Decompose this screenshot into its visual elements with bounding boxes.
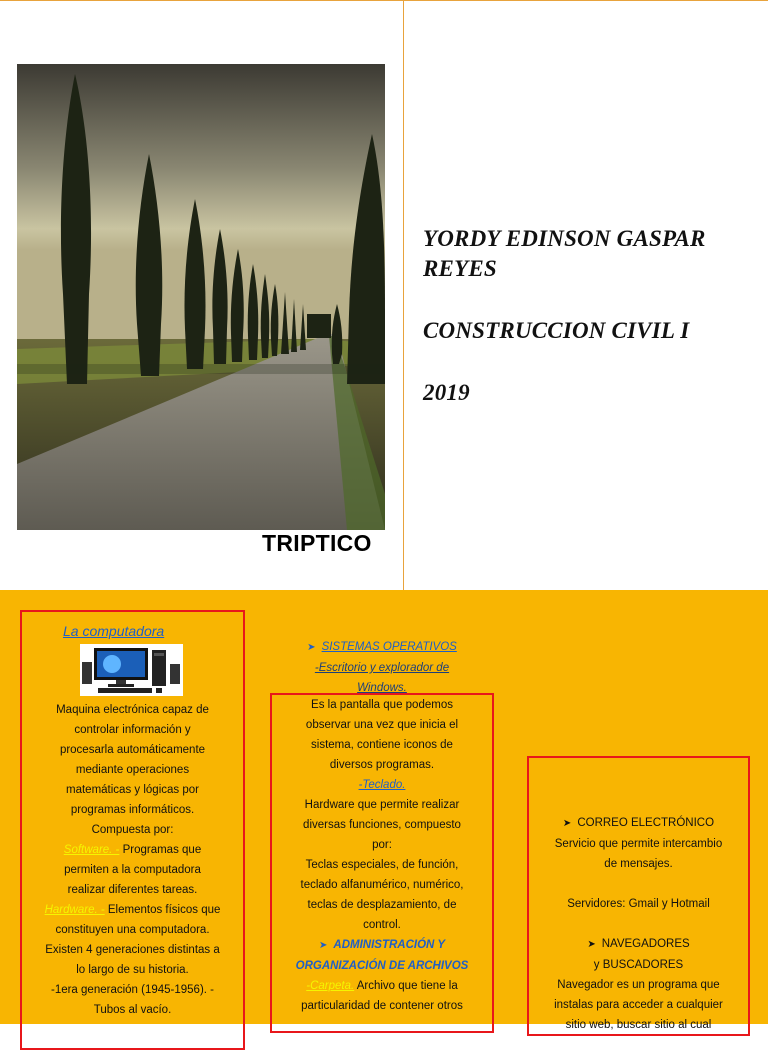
teclado-line: diversas funciones, compuesto <box>303 819 461 831</box>
carpeta-label: -Carpeta. <box>306 980 355 992</box>
author-name <box>423 224 743 284</box>
hardware-text: Elementos físicos que <box>104 904 221 916</box>
admin-heading-line <box>280 935 484 956</box>
teclado-label: -Teclado. <box>358 779 406 791</box>
author-name-line1: YORDY EDINSON GASPAR <box>423 226 706 251</box>
navegador-line: sitio web, buscar sitio al cual <box>565 1019 712 1031</box>
computadora-line: constituyen una computadora. <box>55 924 210 936</box>
arrow-bullet-icon: ➤ <box>307 642 316 653</box>
admin-heading: ADMINISTRACIÓN Y <box>333 939 445 951</box>
panel-sistemas <box>280 695 484 1016</box>
correo-line: de mensajes. <box>604 858 673 870</box>
panel-computadora-title: La computadora <box>63 623 165 639</box>
sistemas-line: Es la pantalla que podemos <box>311 699 453 711</box>
navegador-line: instalas para acceder a cualquier <box>554 999 723 1011</box>
carpeta-line <box>280 976 484 996</box>
arrow-bullet-icon: ➤ <box>562 818 572 829</box>
software-label: Software. - <box>63 844 120 856</box>
admin-heading-2: ORGANIZACIÓN DE ARCHIVOS <box>295 960 469 972</box>
teclado-line: control. <box>363 919 401 931</box>
spacer <box>537 914 740 934</box>
computadora-line: matemáticas y lógicas por <box>66 784 199 796</box>
sistemas-line: sistema, contiene iconos de <box>311 739 453 751</box>
computadora-line: Compuesta por: <box>91 824 174 836</box>
top-rule <box>0 0 768 1</box>
software-line: permiten a la computadora <box>64 864 201 876</box>
software-text: Programas que <box>119 844 202 856</box>
computadora-line: -1era generación (1945-1956). - <box>50 984 215 996</box>
sistemas-line: diversos programas. <box>329 759 435 771</box>
panel-correo <box>537 813 740 1035</box>
computadora-line: Existen 4 generaciones distintas a <box>45 944 220 956</box>
panel-computadora <box>30 620 235 1020</box>
computadora-line: Maquina electrónica capaz de <box>56 704 209 716</box>
computadora-line: mediante operaciones <box>75 764 190 776</box>
navegadores-heading-line <box>537 934 740 955</box>
sistemas-line: observar una vez que inicia el <box>305 719 459 731</box>
sistemas-operativos-heading: SISTEMAS OPERATIVOS <box>321 641 457 653</box>
arrow-bullet-icon: ➤ <box>319 940 328 951</box>
arrow-bullet-icon: ➤ <box>587 939 596 950</box>
computadora-line: procesarla automáticamente <box>59 744 206 756</box>
inner-page <box>0 590 768 1031</box>
year: 2019 <box>423 380 470 405</box>
correo-line: Servicio que permite intercambio <box>554 838 723 850</box>
sistemas-heading-line <box>282 637 482 658</box>
computadora-line: programas informáticos. <box>70 804 195 816</box>
software-line: realizar diferentes tareas. <box>67 884 198 896</box>
triptico-title: TRIPTICO <box>262 530 372 556</box>
computadora-line: lo largo de su historia. <box>76 964 189 976</box>
teclado-line: teclas de desplazamiento, de <box>307 899 457 911</box>
escritorio-heading-2: Windows. <box>357 682 407 694</box>
computadora-line: Tubos al vacío. <box>93 1004 172 1016</box>
computadora-line: controlar información y <box>74 724 191 736</box>
teclado-line: teclado alfanumérico, numérico, <box>300 879 464 891</box>
fold-line <box>403 0 404 590</box>
teclado-line: Teclas especiales, de función, <box>305 859 459 871</box>
teclado-line: Hardware que permite realizar <box>304 799 460 811</box>
correo-heading: CORREO ELECTRÓNICO <box>577 817 715 829</box>
software-line <box>30 840 235 860</box>
navegador-line: Navegador es un programa que <box>557 979 720 991</box>
correo-heading-line <box>537 813 740 834</box>
carpeta-text: Archivo que tiene la <box>354 980 458 992</box>
hardware-label: Hardware. - <box>44 904 105 916</box>
hardware-line <box>30 900 235 920</box>
servidores-line: Servidores: Gmail y Hotmail <box>567 898 710 910</box>
spacer <box>537 874 740 894</box>
panel-sistemas-heading <box>282 637 482 698</box>
carpeta-line-2: particularidad de contener otros <box>301 1000 463 1012</box>
computer-icon <box>80 644 183 696</box>
author-name-line2: REYES <box>423 256 497 281</box>
course-name: CONSTRUCCION CIVIL I <box>423 318 690 343</box>
navegadores-heading: NAVEGADORES <box>601 938 690 950</box>
escritorio-heading: -Escritorio y explorador de <box>314 662 450 674</box>
teclado-line: por: <box>372 839 392 851</box>
buscadores-heading: y BUSCADORES <box>593 959 684 971</box>
cover-photo-cypress-road <box>17 64 385 530</box>
